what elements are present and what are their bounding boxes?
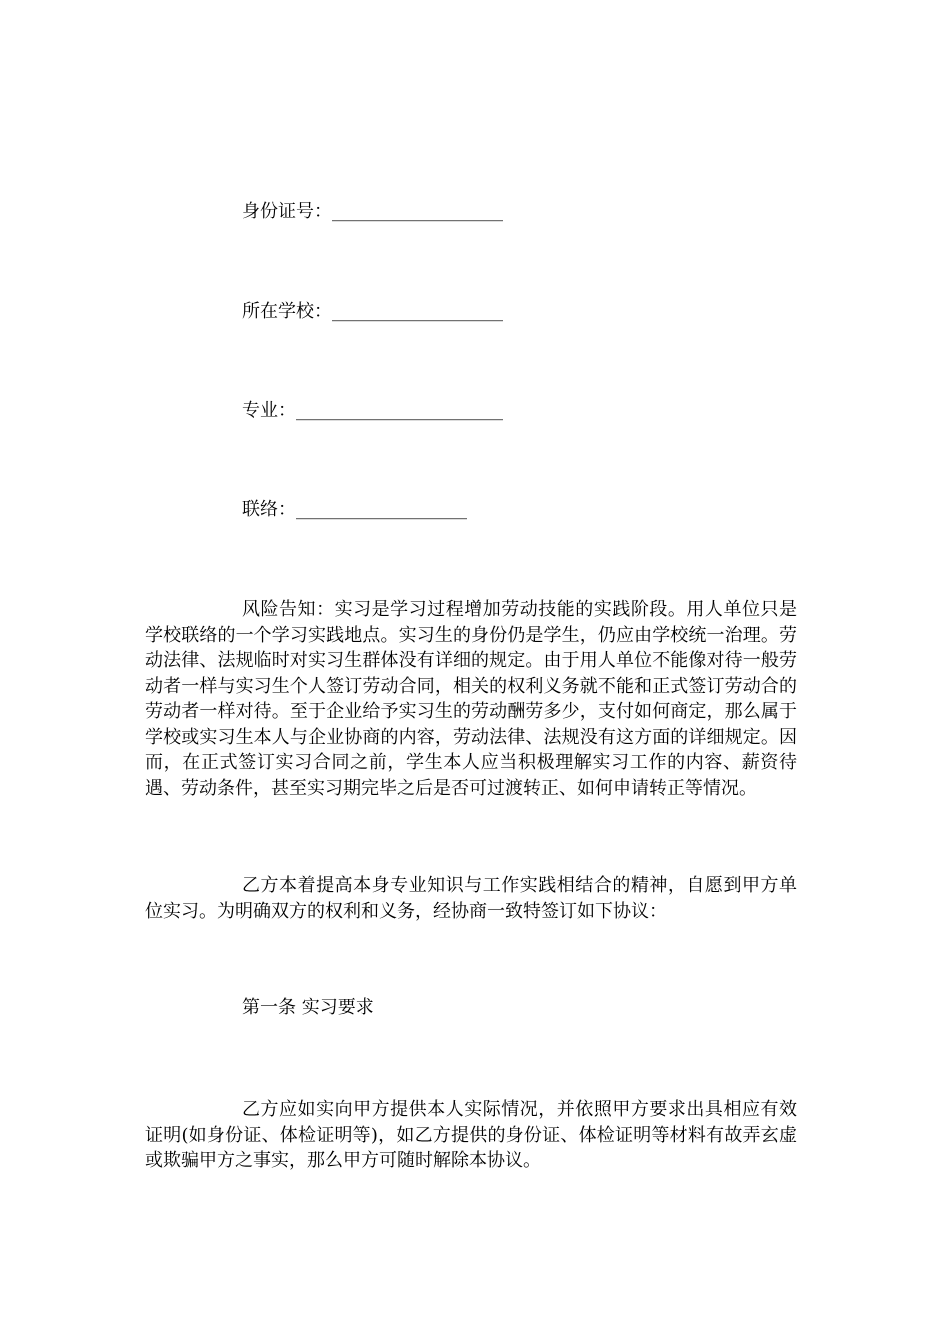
contact-field xyxy=(242,498,467,522)
id-number-field xyxy=(242,200,503,224)
contact-blank: ___________________ xyxy=(296,499,467,520)
school-blank: ___________________ xyxy=(332,301,503,322)
major-label: 专业： xyxy=(242,400,296,421)
school-field xyxy=(242,300,503,324)
contact-label: 联络： xyxy=(242,499,296,520)
major-blank: _______________________ xyxy=(296,400,503,421)
major-field xyxy=(242,399,503,423)
article-1-heading: 第一条 实习要求 xyxy=(242,997,374,1018)
risk-notice-paragraph: 风险告知：实习是学习过程增加劳动技能的实践阶段。用人单位只是学校联络的一个学习实践地点。实习生的身份仍是学生，仍应由学校统一治理。劳动法律、法规临时对实习生群体没有详细的规定。由于用人单位不能像对待一般劳动者一样与实习生个人签订劳动合同，相关的权利义务就不能和正式签订劳动合的劳动者一样对待。至于企业给予实习生的劳动酬劳多少，支付如何商定，那么属于学校或实习生本人与企业协商的内容，劳动法律、法规没有这方面的详细规定。因而，在正式签订实习合同之前，学生本人应当积极理解实习工作的内容、薪资待遇、劳动条件，甚至实习期完毕之后是否可过渡转正、如何申请转正等情况。 xyxy=(145,599,797,799)
school-label: 所在学校： xyxy=(242,301,332,322)
article-1-paragraph: 乙方应如实向甲方提供本人实际情况，并依照甲方要求出具相应有效证明(如身份证、体检证明等)，如乙方提供的身份证、体检证明等材料有故弄玄虚或欺骗甲方之事实，那么甲方可随时解除本协议。 xyxy=(145,1099,797,1171)
id-number-blank: ___________________ xyxy=(332,201,503,222)
id-number-label: 身份证号： xyxy=(242,201,332,222)
intro-paragraph: 乙方本着提高本身专业知识与工作实践相结合的精神，自愿到甲方单位实习。为明确双方的权利和义务，经协商一致特签订如下协议： xyxy=(145,875,797,922)
